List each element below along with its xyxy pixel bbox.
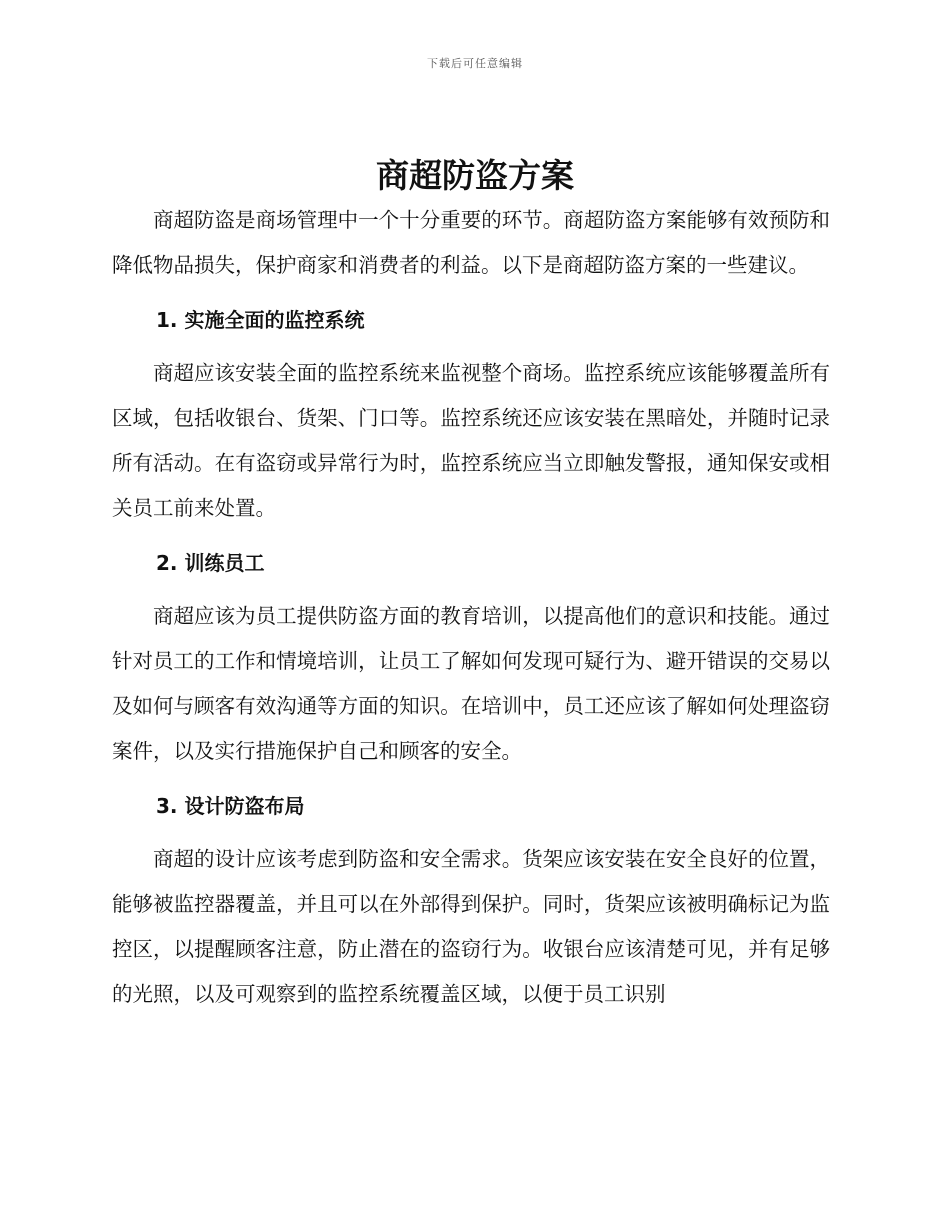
intro-paragraph: 商超防盗是商场管理中一个十分重要的环节。商超防盗方案能够有效预防和降低物品损失，保护商家和消费者的利益。以下是商超防盗方案的一些建议。 — [112, 208, 830, 277]
section-heading-monitoring: 1. 实施全面的监控系统 — [156, 308, 365, 332]
document-title: 商超防盗方案 — [376, 156, 574, 195]
header-note: 下载后可任意编辑 — [427, 57, 523, 70]
section-heading-training: 2. 训练员工 — [156, 551, 265, 575]
section-body-monitoring: 商超应该安装全面的监控系统来监视整个商场。监控系统应该能够覆盖所有区域，包括收银台、货架、门口等。监控系统还应该安装在黑暗处，并随时记录所有活动。在有盗窃或异常行为时，监控系统应当立即触发警报，通知保安或相关员工前来处置。 — [112, 361, 830, 520]
section-body-layout: 商超的设计应该考虑到防盗和安全需求。货架应该安装在安全良好的位置，能够被监控器覆盖，并且可以在外部得到保护。同时，货架应该被明确标记为监控区，以提醒顾客注意，防止潜在的盗窃行为。收银台应该清楚可见，并有足够的光照，以及可观察到的监控系统覆盖区域，以便于员工识别 — [112, 847, 830, 1006]
section-heading-layout: 3. 设计防盗布局 — [156, 794, 305, 818]
document-body — [112, 198, 830, 1017]
section-body-training: 商超应该为员工提供防盗方面的教育培训，以提高他们的意识和技能。通过针对员工的工作和情境培训，让员工了解如何发现可疑行为、避开错误的交易以及如何与顾客有效沟通等方面的知识。在培训中，员工还应该了解如何处理盗窃案件，以及实行措施保护自己和顾客的安全。 — [112, 604, 830, 763]
